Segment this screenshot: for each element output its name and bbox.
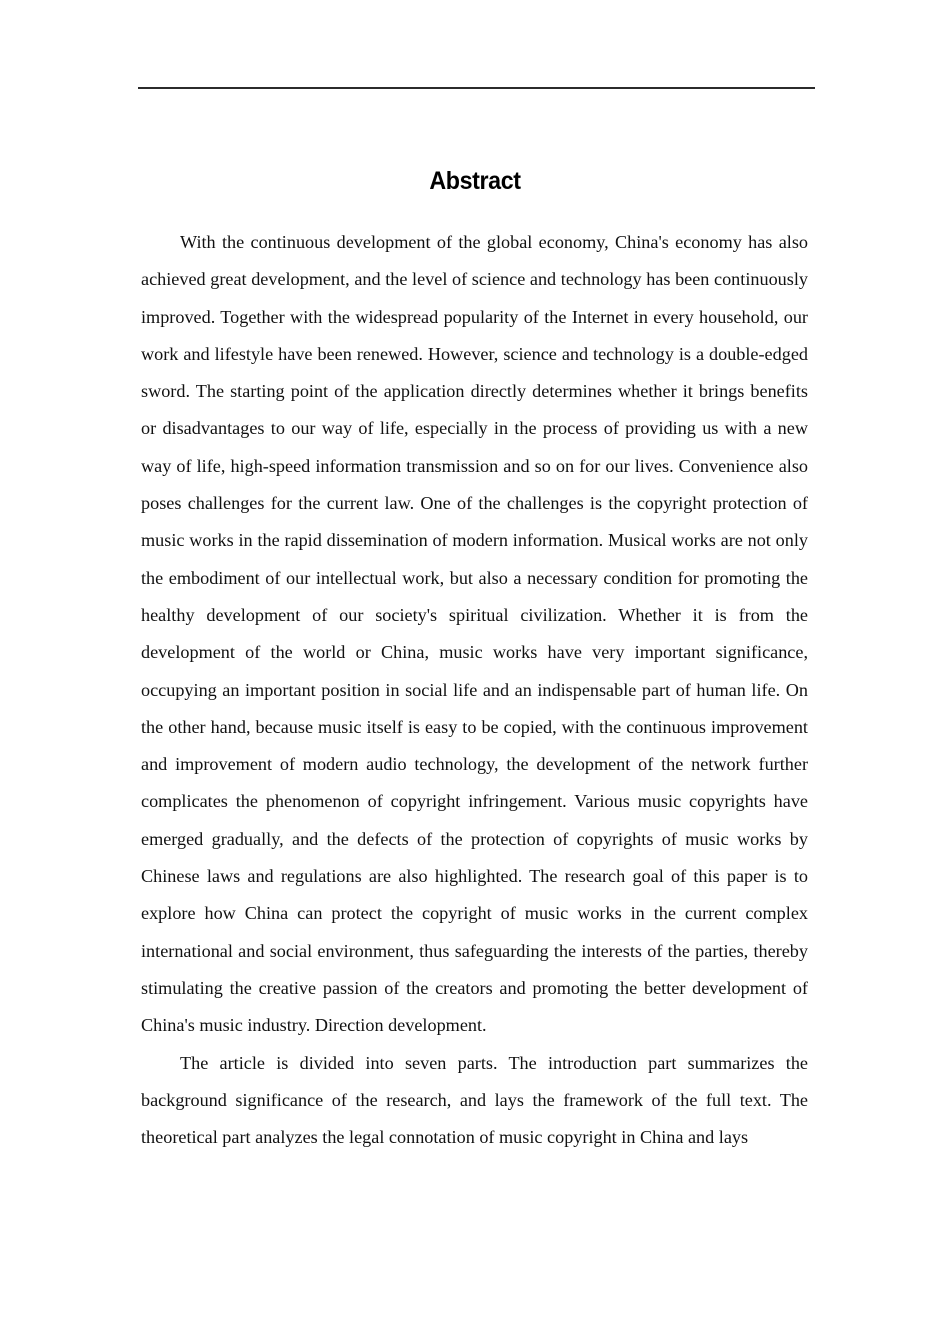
page-title: Abstract — [429, 166, 521, 195]
paragraph-1: With the continuous development of the global economy, China's economy has also achieved great development, and the level of science and technology has been continuously improved. Together with the widespread popularity of the Internet in every household, our work and lifestyle have been renewed. However, science and technology is a double-edged sword. The starting point of the application directly determines whether it brings benefits or disadvantages to our way of life, especially in the process of providing us with a new way of life, high-speed information transmission and so on for our lives. Convenience also poses challenges for the current law. One of the challenges is the copyright protection of music works in the rapid dissemination of modern information. Musical works are not only the embodiment of our intellectual work, but also a necessary condition for promoting the healthy development of our society's spiritual civilization. Whether it is from the development of the world or China, music works have very important significance, occupying an important position in social life and an indispensable part of human life. On the other hand, because music itself is easy to be copied, with the continuous improvement and improvement of modern audio technology, the development of the network further complicates the phenomenon of copyright infringement. Various music copyrights have emerged gradually, and the defects of the protection of copyrights of music works by Chinese laws and regulations are also highlighted. The research goal of this paper is to explore how China can protect the copyright of music works in the current complex international and social environment, thus safeguarding the interests of the parties, thereby stimulating the creative passion of the creators and promoting the better development of China's music industry. Direction development. — [141, 232, 808, 1036]
header-horizontal-rule — [138, 87, 815, 89]
paragraph-2: The article is divided into seven parts. The introduction part summarizes the background significance of the research, and lays the framework of the full text. The theoretical part analyzes the legal connotation of music copyright in China and lays — [141, 1052, 808, 1148]
abstract-body — [141, 224, 808, 1156]
